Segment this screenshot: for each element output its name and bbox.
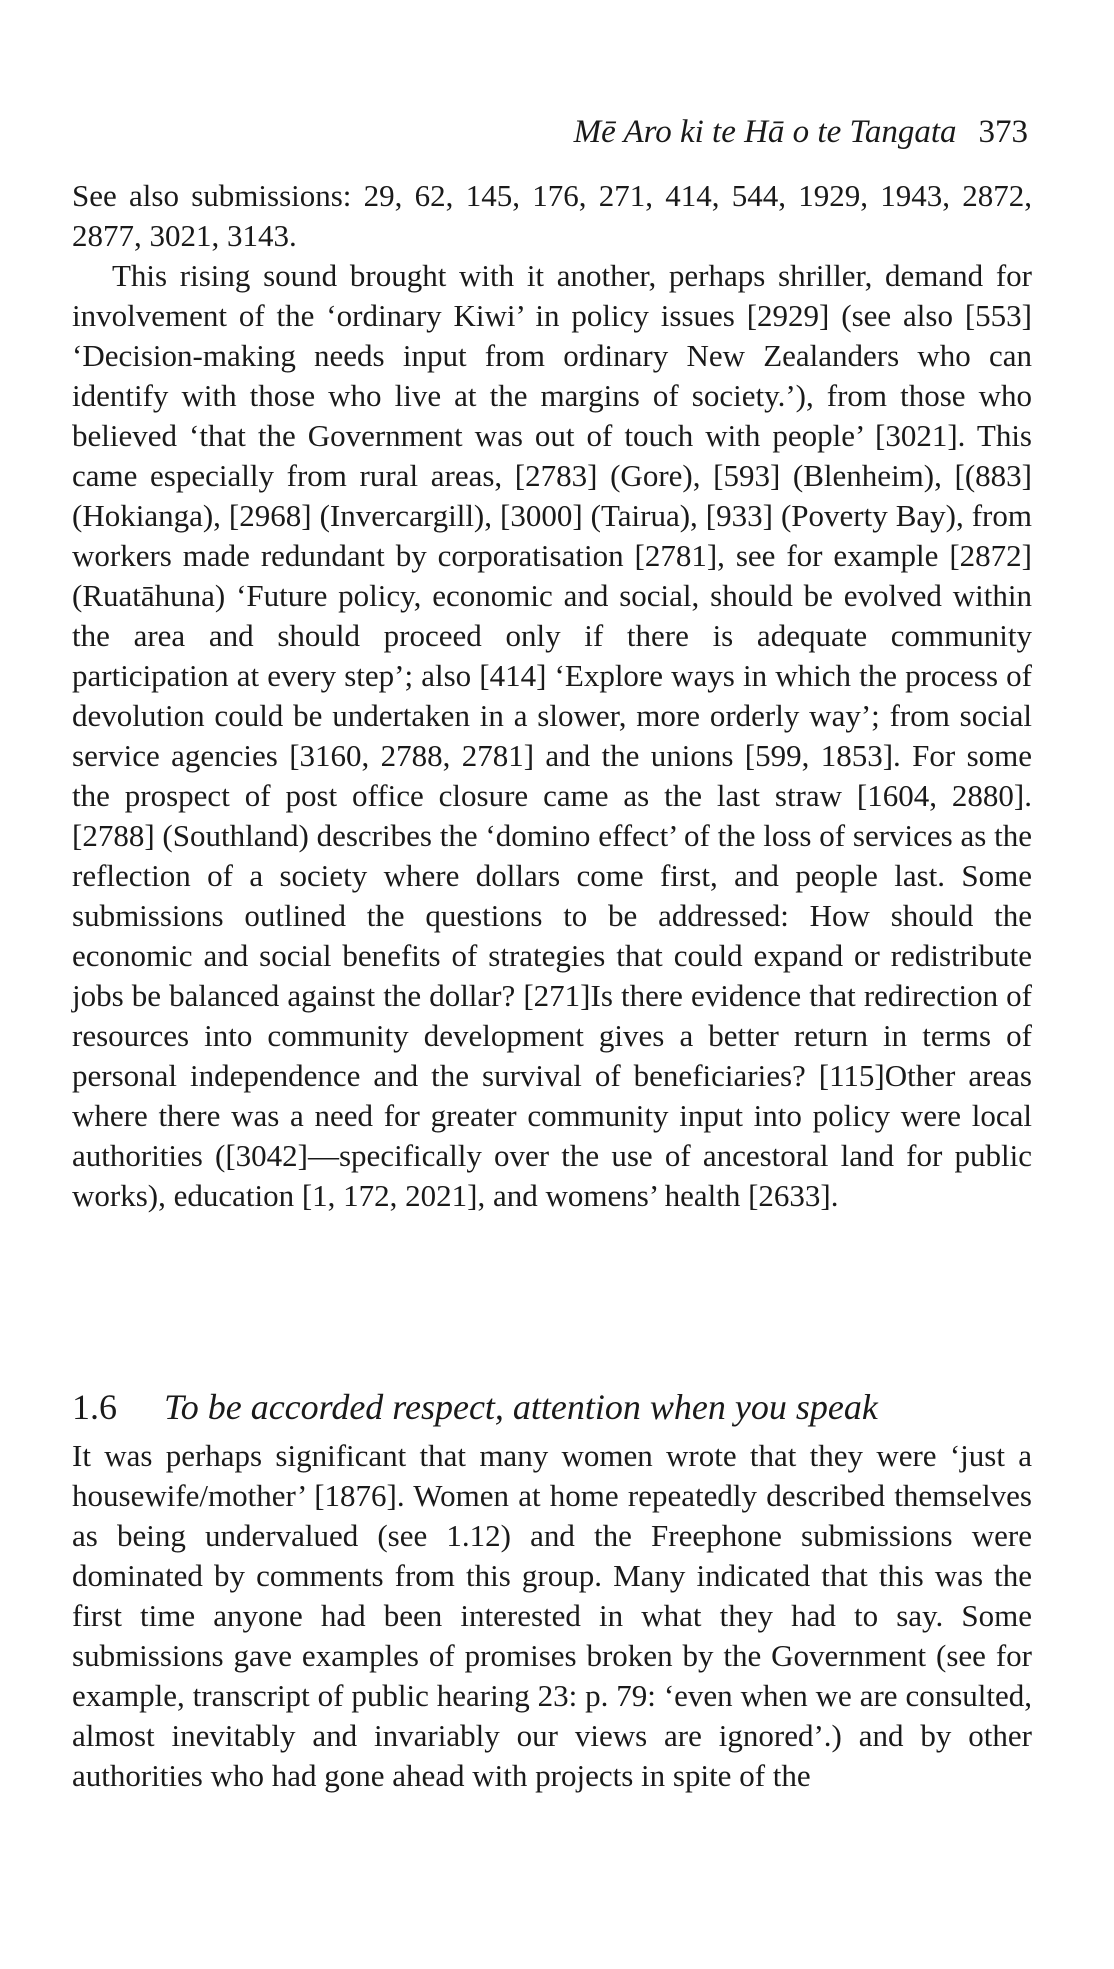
body-paragraph-1: This rising sound brought with it another, perhaps shriller, demand for involvement of the ‘ordinary Kiwi’ in policy issues [2929] (see also [553] ‘Decision-making needs input from ordinary New Zealanders who can identify with those who live at the margins of society.’), from those who believed ‘that the Government was out of touch with people’ [3021]. This came especially from rural areas, [2783] (Gore), [593] (Blenheim), [(883] (Hokianga), [2968] (Invercargill), [3000] (Tairua), [933] (Poverty Bay), from workers made redundant by corporatisation [2781], see for example [2872] (Ruatāhuna) ‘Future policy, economic and social, should be evolved within the area and should proceed only if there is adequate community participation at every step’; also [414] ‘Explore ways in which the process of devolution could be undertaken in a slower, more orderly way’; from social service agencies [3160, 2788, 2781] and the unions [599, 1853]. For some the prospect of post office closure came as the last straw [1604, 2880]. [2788] (Southland) describes the ‘domino effect’ of the loss of services as the reflection of a society where dollars come first, and people last. Some submissions outlined the questions to be addressed: How should the economic and social benefits of strategies that could expand or redistribute jobs be balanced against the dollar? [271]Is there evidence that redirection of resources into community development gives a better return in terms of personal independence and the survival of beneficiaries? [115]Other areas where there was a need for greater community input into policy were local authorities ([3042]—specifically over the use of ancestoral land for public works), education [1, 172, 2021], and womens’ health [2633].: [72, 258, 1032, 1213]
running-head: [574, 112, 1028, 152]
page-number: 373: [978, 114, 1028, 150]
submissions-note: See also submissions: 29, 62, 145, 176, 271, 414, 544, 1929, 1943, 2872, 2877, 3021, 3143.: [72, 178, 1032, 253]
section-title: To be accorded respect, attention when you speak: [164, 1387, 878, 1427]
section-heading: [72, 1384, 1052, 1430]
section-number: 1.6: [72, 1387, 117, 1427]
running-title: Mē Aro ki te Hā o te Tangata: [573, 114, 957, 150]
body-paragraph-2: It was perhaps significant that many women wrote that they were ‘just a housewife/mother’ [1876]. Women at home repeatedly described themselves as being undervalued (see 1.12) and the Freephone submissions were dominated by comments from this group. Many indicated that this was the first time anyone had been interested in what they had to say. Some submissions gave examples of promises broken by the Government (see for example, transcript of public hearing 23: p. 79: ‘even when we are consulted, almost inevitably and invariably our views are ignored’.) and by other authorities who had gone ahead with projects in spite of the: [72, 1438, 1032, 1793]
